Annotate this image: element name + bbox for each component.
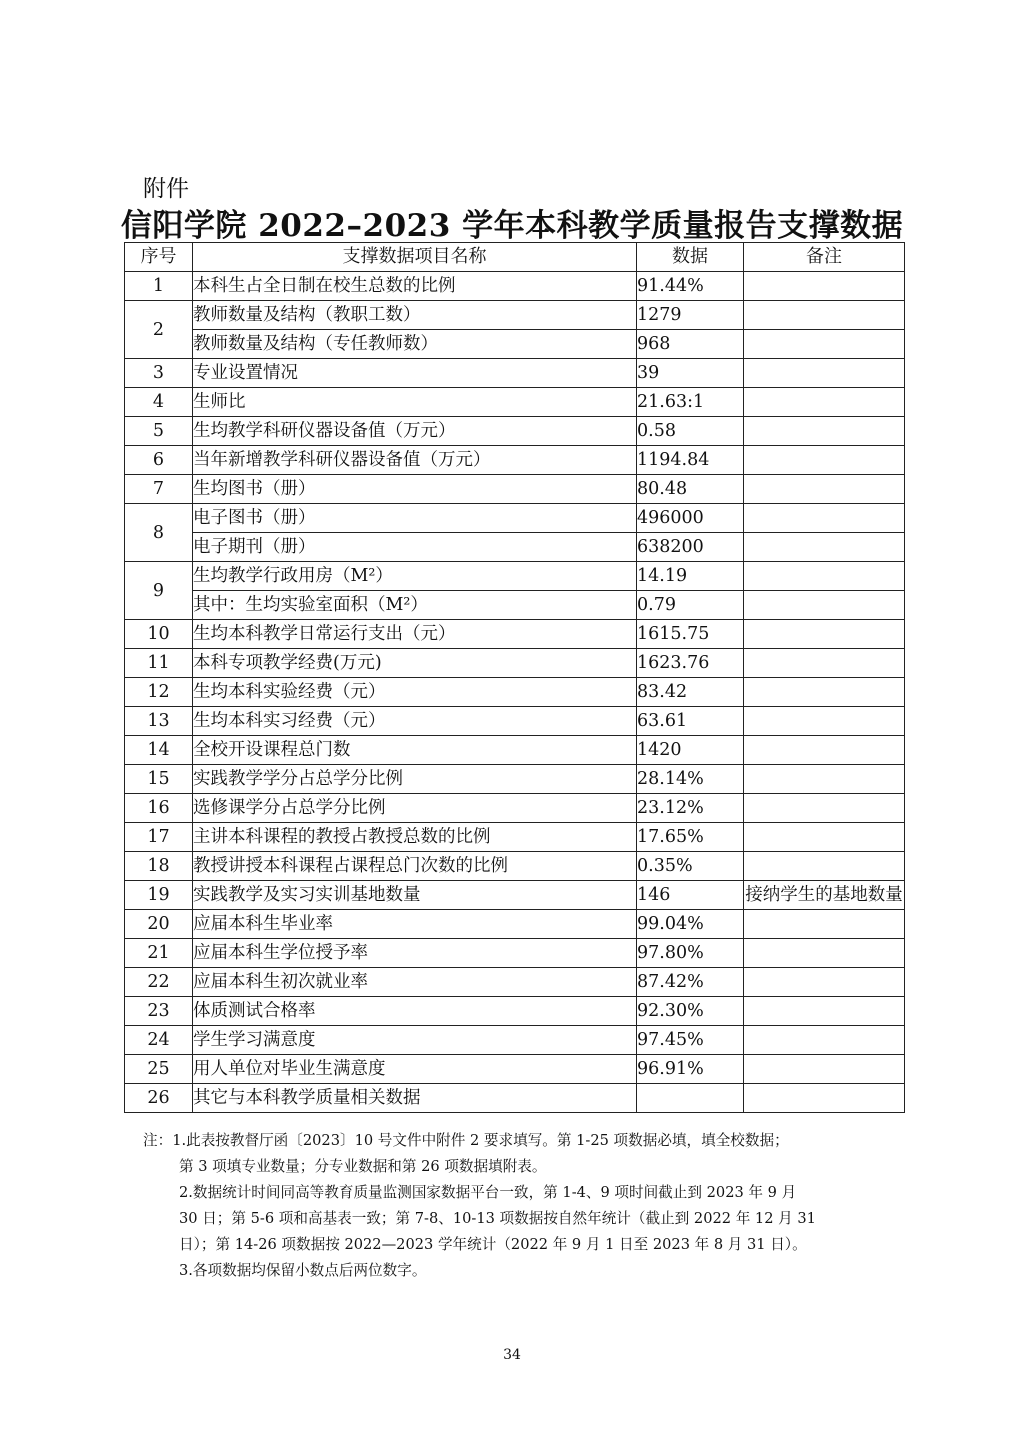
cell-no: 22 [125,968,193,997]
cell-value: 97.45% [637,1026,744,1055]
cell-value: 91.44% [637,272,744,301]
note-line: 注：1.此表按教督厅函〔2023〕10 号文件中附件 2 要求填写。第 1-25 项数据必填，填全校数据； [143,1132,789,1149]
cell-value: 1623.76 [637,649,744,678]
cell-name: 主讲本科课程的教授占教授总数的比例 [193,823,637,852]
cell-note [744,446,905,475]
table-row [125,591,905,620]
cell-note [744,417,905,446]
table-row [125,446,905,475]
header-name: 支撑数据项目名称 [193,243,637,272]
cell-no: 25 [125,1055,193,1084]
cell-value: 1194.84 [637,446,744,475]
cell-note [744,968,905,997]
header-no: 序号 [125,243,193,272]
cell-value: 63.61 [637,707,744,736]
cell-note [744,1084,905,1113]
table-row [125,533,905,562]
table-row [125,330,905,359]
cell-name: 生均本科实习经费（元） [193,707,637,736]
cell-note [744,823,905,852]
cell-value: 87.42% [637,968,744,997]
cell-name: 专业设置情况 [193,359,637,388]
cell-name: 其它与本科教学质量相关数据 [193,1084,637,1113]
cell-name: 生均本科教学日常运行支出（元） [193,620,637,649]
cell-name: 学生学习满意度 [193,1026,637,1055]
table-row [125,1084,905,1113]
table-row [125,272,905,301]
note-line: 第 3 项填专业数量；分专业数据和第 26 项数据填附表。 [179,1158,547,1175]
cell-value: 21.63:1 [637,388,744,417]
cell-value: 17.65% [637,823,744,852]
cell-note [744,939,905,968]
cell-note [744,852,905,881]
table-row [125,1026,905,1055]
table-row [125,301,905,330]
note-line: 3.各项数据均保留小数点后两位数字。 [179,1262,427,1279]
cell-no: 16 [125,794,193,823]
cell-note [744,475,905,504]
table-row [125,765,905,794]
cell-note [744,794,905,823]
cell-value: 1279 [637,301,744,330]
cell-value: 83.42 [637,678,744,707]
cell-no: 14 [125,736,193,765]
table-row [125,736,905,765]
cell-name: 生均教学行政用房（M²） [193,562,637,591]
cell-note [744,359,905,388]
table-row [125,620,905,649]
cell-value: 96.91% [637,1055,744,1084]
cell-note [744,272,905,301]
cell-name: 生均图书（册） [193,475,637,504]
cell-value: 1420 [637,736,744,765]
cell-name: 生均本科实验经费（元） [193,678,637,707]
cell-name: 教授讲授本科课程占课程总门次数的比例 [193,852,637,881]
cell-no: 11 [125,649,193,678]
cell-value: 92.30% [637,997,744,1026]
note-line: 30 日；第 5-6 项和高基表一致；第 7-8、10-13 项数据按自然年统计（截止到 2022 年 12 月 31 [179,1210,816,1227]
cell-value: 0.35% [637,852,744,881]
cell-value: 496000 [637,504,744,533]
table-row [125,707,905,736]
table-body [125,272,905,1113]
cell-note [744,649,905,678]
cell-note [744,330,905,359]
cell-name: 其中：生均实验室面积（M²） [193,591,637,620]
table-row [125,968,905,997]
table-row [125,1055,905,1084]
cell-no: 21 [125,939,193,968]
cell-value: 23.12% [637,794,744,823]
cell-value: 14.19 [637,562,744,591]
cell-no: 6 [125,446,193,475]
cell-no: 5 [125,417,193,446]
table-row [125,939,905,968]
cell-no: 1 [125,272,193,301]
cell-no: 13 [125,707,193,736]
cell-name: 电子图书（册） [193,504,637,533]
table-row [125,910,905,939]
cell-value: 97.80% [637,939,744,968]
cell-name: 应届本科生毕业率 [193,910,637,939]
table-row [125,852,905,881]
cell-no: 15 [125,765,193,794]
cell-value: 28.14% [637,765,744,794]
cell-value: 0.79 [637,591,744,620]
table-row [125,881,905,910]
table-row [125,359,905,388]
cell-no: 18 [125,852,193,881]
cell-name: 体质测试合格率 [193,997,637,1026]
cell-no: 26 [125,1084,193,1113]
cell-note [744,301,905,330]
cell-note [744,910,905,939]
table-row [125,417,905,446]
document-title: 信阳学院 2022–2023 学年本科教学质量报告支撑数据 [120,208,904,244]
attachment-label: 附件 [143,176,189,202]
table-row [125,678,905,707]
cell-name: 教师数量及结构（专任教师数） [193,330,637,359]
note-line: 2.数据统计时间同高等教育质量监测国家数据平台一致，第 1-4、9 项时间截止到 2023 年 9 月 [179,1184,797,1201]
cell-no: 4 [125,388,193,417]
table-row [125,823,905,852]
cell-name: 选修课学分占总学分比例 [193,794,637,823]
cell-note: 接纳学生的基地数量 [744,881,905,910]
cell-value: 1615.75 [637,620,744,649]
cell-no: 17 [125,823,193,852]
cell-no: 10 [125,620,193,649]
cell-no: 19 [125,881,193,910]
table-row [125,475,905,504]
cell-name: 本科生占全日制在校生总数的比例 [193,272,637,301]
note-line: 日）；第 14-26 项数据按 2022—2023 学年统计（2022 年 9 月 1 日至 2023 年 8 月 31 日）。 [179,1236,807,1253]
table-row [125,562,905,591]
table-row [125,997,905,1026]
cell-no: 7 [125,475,193,504]
cell-value: 638200 [637,533,744,562]
cell-value: 99.04% [637,910,744,939]
cell-name: 应届本科生学位授予率 [193,939,637,968]
cell-value: 80.48 [637,475,744,504]
table-row [125,649,905,678]
cell-note [744,997,905,1026]
footnotes [143,1128,903,1284]
cell-note [744,620,905,649]
table-header-row [125,243,905,272]
table-row [125,388,905,417]
cell-no: 12 [125,678,193,707]
cell-note [744,562,905,591]
cell-no: 23 [125,997,193,1026]
header-note: 备注 [744,243,905,272]
cell-no: 2 [125,301,193,359]
cell-name: 电子期刊（册） [193,533,637,562]
table-row [125,794,905,823]
cell-note [744,765,905,794]
cell-no: 20 [125,910,193,939]
cell-value [637,1084,744,1113]
page-number: 34 [503,1347,521,1363]
cell-name: 用人单位对毕业生满意度 [193,1055,637,1084]
header-value: 数据 [637,243,744,272]
cell-name: 应届本科生初次就业率 [193,968,637,997]
cell-name: 生师比 [193,388,637,417]
cell-note [744,678,905,707]
cell-note [744,707,905,736]
cell-note [744,1055,905,1084]
cell-value: 146 [637,881,744,910]
cell-name: 本科专项教学经费(万元) [193,649,637,678]
cell-name: 全校开设课程总门数 [193,736,637,765]
cell-note [744,504,905,533]
cell-note [744,388,905,417]
cell-no: 3 [125,359,193,388]
cell-name: 实践教学及实习实训基地数量 [193,881,637,910]
cell-note [744,533,905,562]
table-row [125,504,905,533]
cell-note [744,591,905,620]
cell-value: 968 [637,330,744,359]
cell-no: 9 [125,562,193,620]
cell-value: 39 [637,359,744,388]
cell-name: 实践教学学分占总学分比例 [193,765,637,794]
cell-value: 0.58 [637,417,744,446]
cell-no: 24 [125,1026,193,1055]
cell-note [744,736,905,765]
cell-name: 教师数量及结构（教职工数） [193,301,637,330]
cell-name: 当年新增教学科研仪器设备值（万元） [193,446,637,475]
support-data-table [124,242,905,1113]
cell-name: 生均教学科研仪器设备值（万元） [193,417,637,446]
cell-note [744,1026,905,1055]
cell-no: 8 [125,504,193,562]
